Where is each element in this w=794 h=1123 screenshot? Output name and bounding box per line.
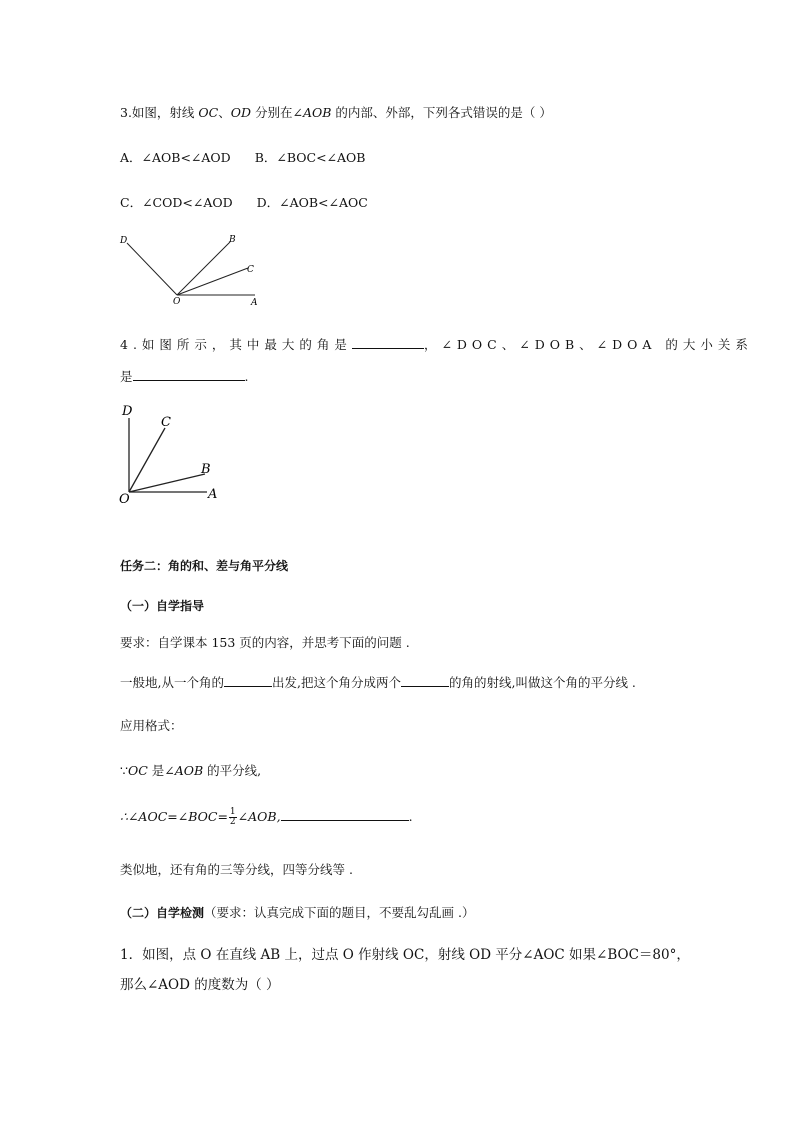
task2-sub2-requirement: （要求：认真完成下面的题目，不要乱勾乱画 .） xyxy=(204,905,475,920)
because-text-b: 是∠ xyxy=(147,763,175,778)
because-aob: AOB xyxy=(174,763,204,778)
therefore-text-b: ∠AOB, xyxy=(237,809,281,824)
definition-text-c: 的角的射线,叫做这个角的平分线 . xyxy=(448,675,636,690)
fraction-numerator: 1 xyxy=(229,807,236,817)
therefore-text-a: ∴∠AOC=∠BOC= xyxy=(120,809,228,824)
task2-sub1: （一）自学指导 xyxy=(120,599,205,613)
q3-option-d: D．∠AOB<∠AOC xyxy=(256,195,368,210)
check-q1-line2: 那么∠AOD 的度数为（ ） xyxy=(120,977,280,993)
definition-blank-2 xyxy=(401,674,449,687)
fraction-denominator: 2 xyxy=(229,817,236,827)
q3-label-a: A xyxy=(251,298,258,308)
q3-ray-od-line xyxy=(127,243,177,295)
definition-text-b: 出发,把这个角分成两个 xyxy=(271,675,401,690)
q4-label-c: C xyxy=(161,415,171,430)
q3-ray-oc: OC xyxy=(198,105,219,120)
q3-stem-sep: 、 xyxy=(218,105,231,120)
q3-option-a: A．∠AOB<∠AOD xyxy=(120,150,231,165)
task2-definition xyxy=(120,673,636,691)
therefore-line xyxy=(120,808,413,827)
q3-stem-suffix: 的内部、外部，下列各式错误的是（ ） xyxy=(331,105,552,120)
q4-line1-text-b: ，∠DOC、∠DOB、∠DOA 的大小关系 xyxy=(423,337,753,352)
q3-label-d: D xyxy=(120,236,128,246)
q3-ray-oc-line xyxy=(177,268,248,295)
q3-option-c: C．∠COD<∠AOD xyxy=(120,195,233,210)
task2-requirement: 要求：自学课本 153 页的内容，并思考下面的问题 . xyxy=(120,635,410,650)
q3-stem-mid: 分别在∠ xyxy=(251,105,303,120)
q3-angle-aob: AOB xyxy=(302,105,332,120)
q3-ray-ob-line xyxy=(177,242,230,295)
q3-stem xyxy=(120,103,552,121)
similar-text: 类似地，还有角的三等分线，四等分线等 . xyxy=(120,862,353,877)
q3-label-b: B xyxy=(229,235,236,245)
because-text-c: 的平分线, xyxy=(203,763,262,778)
apply-format-label: 应用格式： xyxy=(120,718,183,733)
q3-option-b: B．∠BOC<∠AOB xyxy=(254,150,366,165)
check-q1-line1: 1．如图，点 O 在直线 AB 上，过点 O 作射线 OC，射线 OD 平分∠AOC 如果∠BOC＝80°， xyxy=(120,947,690,963)
half-fraction xyxy=(229,808,237,827)
q3-options-ab xyxy=(120,148,366,166)
q4-line2 xyxy=(120,367,249,385)
therefore-blank xyxy=(281,808,409,821)
definition-text-a: 一般地,从一个角的 xyxy=(120,675,224,690)
q4-label-b: B xyxy=(201,462,211,477)
because-symbol: ∵ xyxy=(120,763,128,778)
q4-blank-relation xyxy=(133,368,245,381)
q3-figure xyxy=(115,230,275,310)
q3-ray-od: OD xyxy=(230,105,252,120)
definition-blank-1 xyxy=(224,674,272,687)
task2-heading: 任务二：角的和、差与角平分线 xyxy=(120,559,289,573)
q4-figure xyxy=(115,398,225,508)
q4-line2-text-a: 是 xyxy=(120,369,133,384)
q4-line2-text-b: . xyxy=(244,369,249,384)
because-line xyxy=(120,761,261,779)
task2-sub2 xyxy=(120,903,474,921)
task2-sub2-title: （二）自学检测 xyxy=(120,906,205,920)
q4-ray-oc-line xyxy=(129,428,165,492)
q4-label-o: O xyxy=(119,492,130,507)
q4-ray-ob-line xyxy=(129,474,205,492)
q4-label-a: A xyxy=(208,487,218,502)
q3-stem-prefix: 3.如图，射线 xyxy=(120,105,199,120)
q4-line1-text-a: 4.如图所示，其中最大的角是 xyxy=(120,337,352,352)
q4-label-d: D xyxy=(122,404,133,419)
q3-options-cd xyxy=(120,193,368,211)
therefore-end: . xyxy=(408,809,413,824)
q4-line1 xyxy=(120,335,753,353)
q4-blank-largest xyxy=(352,336,424,349)
because-oc: OC xyxy=(127,763,148,778)
q3-label-o: O xyxy=(173,297,181,307)
q3-label-c: C xyxy=(247,265,254,275)
